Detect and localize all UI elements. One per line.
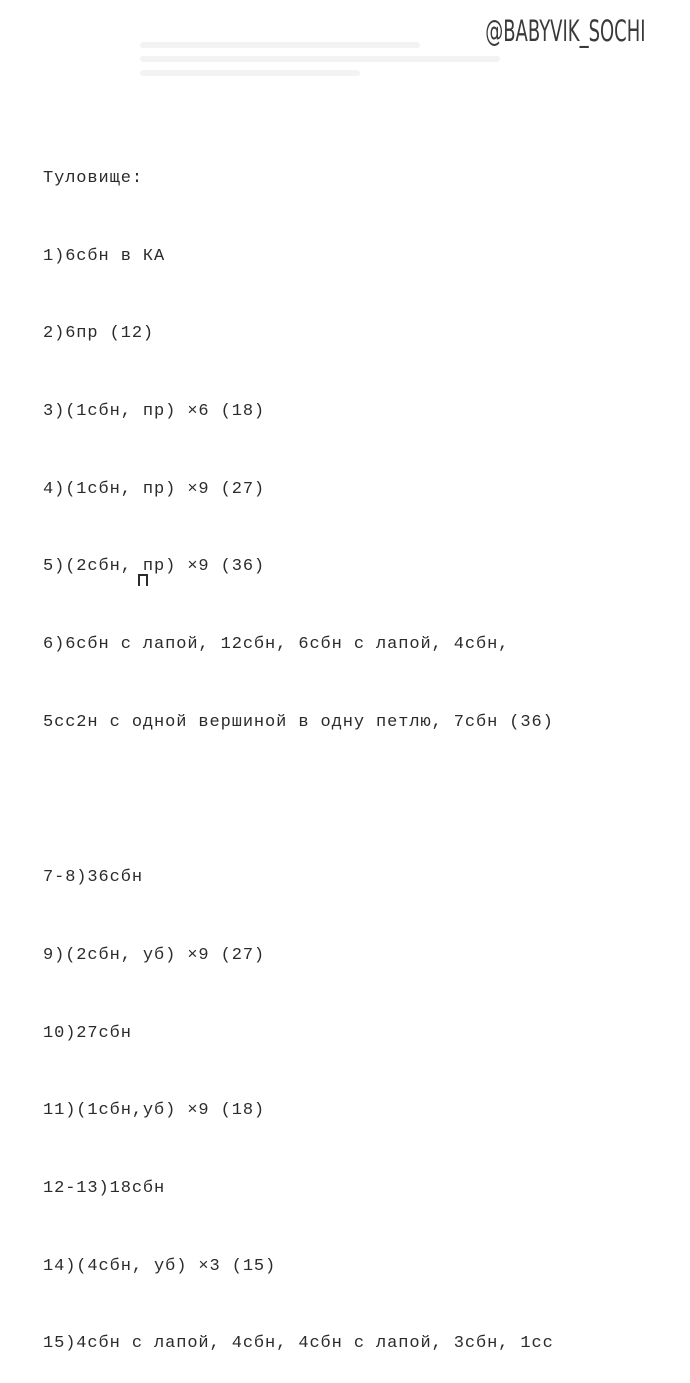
pattern-row: 1)6сбн в КА [43, 246, 166, 266]
pattern-row: 9)(2сбн, уб) ×9 (27) [43, 945, 266, 965]
pattern-row: 5)(2сбн, пр) ×9 (36) [43, 557, 266, 577]
faded-background-text [140, 34, 540, 94]
pattern-row: 14)(4сбн, уб) ×3 (15) [43, 1256, 277, 1276]
blank-line [43, 787, 554, 813]
cut-off-glyph [138, 574, 148, 586]
pattern-row: 4)(1сбн, пр) ×9 (27) [43, 479, 266, 499]
pattern-row: 6)6сбн с лапой, 12сбн, 6сбн с лапой, 4сбн, [43, 635, 510, 655]
pattern-row: 11)(1сбн,уб) ×9 (18) [43, 1101, 266, 1121]
pattern-row: 10)27сбн [43, 1023, 132, 1043]
pattern-row: 15)4сбн с лапой, 4сбн, 4сбн с лапой, 3сбн, 1сс [43, 1334, 554, 1354]
section-heading: Туловище: [43, 168, 143, 188]
pattern-row: 2)6пр (12) [43, 324, 155, 344]
pattern-row: 7-8)36сбн [43, 868, 143, 888]
pattern-text [43, 114, 554, 1383]
pattern-row: 5сс2н с одной вершиной в одну петлю, 7сбн (36) [43, 712, 554, 732]
pattern-row: 12-13)18сбн [43, 1178, 166, 1198]
pattern-row: 3)(1сбн, пр) ×6 (18) [43, 401, 266, 421]
watermark-handle: @BABYVIK_SOCHI [485, 14, 646, 48]
